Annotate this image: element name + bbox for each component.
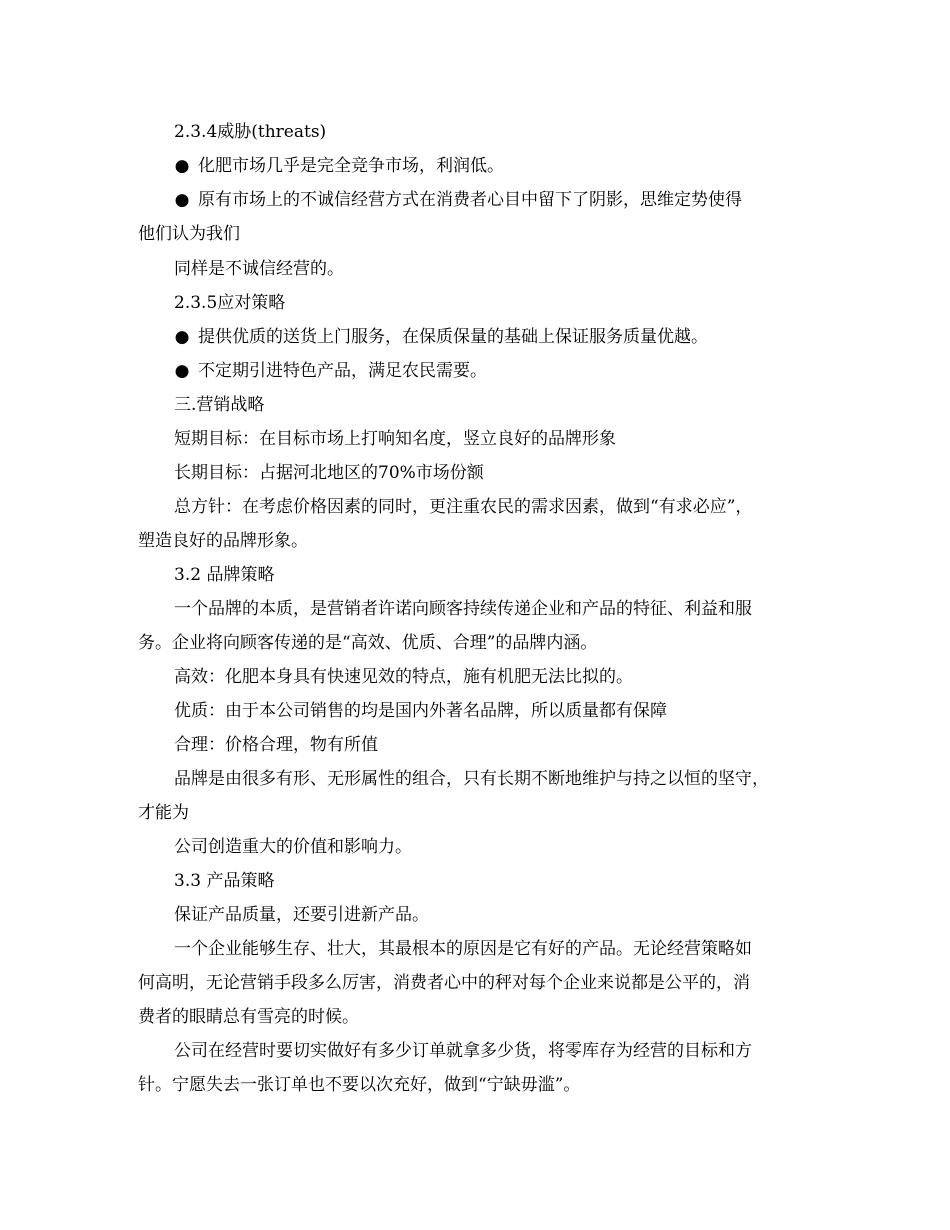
paragraph-line — [174, 734, 854, 756]
bullet-text: 提供优质的送货上门服务，在保质保量的基础上保证服务质量优越。 — [198, 327, 708, 347]
paragraph-line — [138, 632, 818, 654]
bullet-icon: ● — [174, 156, 190, 176]
paragraph-text: 塑造良好的品牌形象。 — [138, 531, 308, 551]
paragraph-text: 公司创造重大的价值和影响力。 — [174, 837, 412, 857]
paragraph-line — [174, 938, 854, 960]
bullet-text: 化肥市场几乎是完全竞争市场，利润低。 — [198, 156, 504, 176]
paragraph-line — [174, 1040, 854, 1062]
bullet-text: 不定期引进特色产品，满足农民需要。 — [198, 361, 487, 381]
paragraph-text: 高效：化肥本身具有快速见效的特点，施有机肥无法比拟的。 — [174, 667, 633, 687]
section-heading-strategy — [174, 292, 854, 314]
paragraph-text: 优质：由于本公司销售的均是国内外著名品牌，所以质量都有保障 — [174, 701, 667, 721]
bullet-item — [174, 360, 854, 382]
paragraph-text: 短期目标：在目标市场上打响知名度，竖立良好的品牌形象 — [174, 429, 616, 449]
paragraph-line — [174, 700, 854, 722]
paragraph-text: 一个品牌的本质，是营销者许诺向顾客持续传递企业和产品的特征、利益和服 — [174, 599, 752, 619]
bullet-icon: ● — [174, 361, 190, 381]
paragraph-line — [138, 530, 818, 552]
paragraph-text: 一个企业能够生存、壮大，其最根本的原因是它有好的产品。无论经营策略如 — [174, 939, 752, 959]
bullet-item — [174, 155, 854, 177]
paragraph-line — [174, 496, 818, 518]
paragraph-line — [138, 972, 818, 994]
paragraph-text: 长期目标：占据河北地区的70%市场份额 — [174, 463, 484, 483]
paragraph-line — [174, 428, 854, 450]
paragraph-line — [174, 904, 854, 926]
heading-text: 3.3 产品策略 — [174, 871, 275, 891]
paragraph-line — [174, 768, 854, 790]
paragraph-line — [174, 462, 854, 484]
paragraph-text: 务。企业将向顾客传递的是“高效、优质、合理”的品牌内涵。 — [138, 633, 598, 653]
section-heading-product — [174, 870, 854, 892]
paragraph-text: 合理：价格合理，物有所值 — [174, 735, 378, 755]
paragraph-text: 针。宁愿失去一张订单也不要以次充好，做到“宁缺毋滥”。 — [138, 1075, 581, 1095]
paragraph-line — [174, 836, 854, 858]
paragraph-text: 保证产品质量，还要引进新产品。 — [174, 905, 429, 925]
paragraph-text: 才能为 — [138, 803, 189, 823]
bullet-item — [174, 326, 854, 348]
bullet-item — [174, 189, 854, 211]
heading-text: 3.2 品牌策略 — [174, 565, 275, 585]
paragraph-line — [138, 1006, 818, 1028]
paragraph-text: 何高明，无论营销手段多么厉害，消费者心中的秤对每个企业来说都是公平的，消 — [138, 973, 750, 993]
paragraph-text: 品牌是由很多有形、无形属性的组合，只有长期不断地维护与持之以恒的坚守， — [174, 769, 769, 789]
bullet-icon: ● — [174, 190, 190, 210]
section-heading-marketing — [174, 394, 854, 416]
paragraph-text: 费者的眼睛总有雪亮的时候。 — [138, 1007, 359, 1027]
paragraph-text: 公司在经营时要切实做好有多少订单就拿多少货，将零库存为经营的目标和方 — [174, 1041, 752, 1061]
paragraph-line — [174, 598, 854, 620]
paragraph-line — [138, 223, 818, 245]
paragraph-line — [174, 666, 854, 688]
paragraph-text: 他们认为我们 — [138, 224, 240, 244]
section-heading-threats — [174, 121, 854, 143]
heading-text: 2.3.5应对策略 — [174, 293, 286, 313]
paragraph-line — [138, 802, 818, 824]
paragraph-text: 总方针：在考虑价格因素的同时，更注重农民的需求因素，做到“有求必应”， — [174, 497, 753, 517]
bullet-icon: ● — [174, 327, 190, 347]
heading-text: 2.3.4威胁(threats) — [174, 122, 327, 142]
bullet-text: 原有市场上的不诚信经营方式在消费者心目中留下了阴影，思维定势使得 — [198, 190, 742, 210]
paragraph-line — [138, 1074, 818, 1096]
heading-text: 三.营销战略 — [174, 395, 265, 415]
paragraph-text: 同样是不诚信经营的。 — [174, 259, 344, 279]
paragraph-line — [174, 258, 854, 280]
section-heading-brand — [174, 564, 854, 586]
